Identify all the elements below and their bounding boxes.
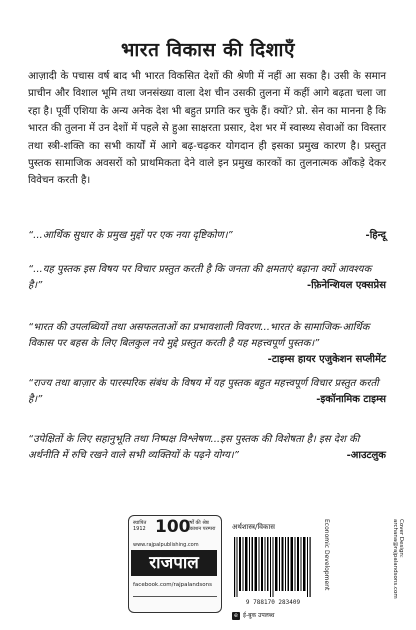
- review-source: -इकॉनामिक टाइम्स: [316, 394, 386, 405]
- review-source: -फ़िनेन्शियल एक्सप्रेस: [307, 280, 386, 291]
- review-quote: “भारत की उपलब्धियों तथा असफलताओं का प्रभावशाली विवरण...भारत के सामाजिक-आर्थिक विकास पर बहस के लिए बिलकुल नये मुद्दे प्रस्तुत करती है यह महत्त्वपूर्ण पुस्तक।”: [28, 322, 370, 349]
- publisher-years-text: वर्षों की श्रेष्ठ प्रकाशन परम्परा: [187, 520, 216, 532]
- book-category: अर्थशास्त्र/विकास: [232, 523, 275, 531]
- review-item: [28, 320, 386, 368]
- subject-label-vertical: Economic Development: [323, 519, 330, 591]
- publisher-logo: राजपाल: [131, 550, 217, 576]
- ebook-available: [232, 611, 274, 620]
- book-title: भारत विकास की दिशाएँ: [121, 39, 295, 61]
- review-quote: “...आर्थिक सुधार के प्रमुख मुद्दों पर एक नया दृष्टिकोण।”: [28, 230, 233, 241]
- review-quote: “उपेक्षितों के लिए सहानुभूति तथा निष्पक्ष विश्लेषण...इस पुस्तक की विशेषता है। इस देश की अर्थनीति में रुचि रखने वाले सभी व्यक्तियों के पढ़ने योग्य।”: [28, 434, 360, 461]
- review-item: [28, 432, 386, 464]
- ebook-label: ई-बुक उपलब्ध: [243, 612, 275, 619]
- review-source: -आउटलुक: [346, 450, 386, 461]
- barcode: [232, 537, 314, 597]
- isbn-number: 9 788170 283409: [245, 599, 301, 606]
- review-item: [28, 376, 386, 408]
- badge-divider: [133, 596, 217, 597]
- publisher-facebook[interactable]: facebook.com/rajpalandsons: [133, 582, 212, 588]
- barcode-bars-icon: [232, 537, 314, 597]
- book-description: आज़ादी के पचास वर्ष बाद भी भारत विकसित देशों की श्रेणी में नहीं आ सका है। उसी के समान प्राचीन और विशाल भूमि तथा जनसंख्या वाला देश चीन उसकी तुलना में कहीं आगे बढ़ता चला जा रहा है। पूर्वी एशिया के अन्य अनेक देश भी बहुत प्रगति कर चुके हैं। क्यों? प्रो. सेन का मानना है कि भारत की तुलना में उन देशों में पहले से हुआ साक्षरता प्रसार, देश भर में स्वास्थ्य सेवाओं का विस्तार तथा स्त्री-शक्ति का सभी कार्यों में आगे बढ़-चढ़कर योगदान ही इसका प्रमुख कारण है। प्रस्तुत पुस्तक सामाजिक अवसरों को प्राथमिकता देने वाले इन प्रमुख कारकों का तुलनात्मक आँकड़े देकर विवेचन करती है।: [28, 71, 386, 187]
- review-quote: “राज्य तथा बाज़ार के पारस्परिक संबंध के विषय में यह पुस्तक बहुत महत्त्वपूर्ण विचार प्रस्तुत करती है।”: [28, 378, 379, 405]
- review-item: [28, 262, 386, 294]
- review-item: [28, 228, 386, 244]
- cover-design-credit: Cover Design: archana@rajpalandsons.com: [392, 519, 404, 599]
- review-source: -हिन्दू: [365, 230, 386, 241]
- publisher-since: स्थापित 1912: [133, 520, 147, 532]
- back-cover-footer: [0, 515, 416, 630]
- review-quote: “...यह पुस्तक इस विषय पर विचार प्रस्तुत करती है कि जनता की क्षमताएं बढ़ाना क्यों आवश्यक है।”: [28, 264, 372, 291]
- publisher-hundred: 100: [155, 517, 191, 537]
- ebook-icon: e: [232, 612, 240, 620]
- review-source: -टाइम्स हायर एजुकेशन सप्लीमेंट: [267, 354, 386, 365]
- publisher-badge: [128, 515, 222, 613]
- publisher-url[interactable]: www.rajpalpublishing.com: [133, 542, 199, 548]
